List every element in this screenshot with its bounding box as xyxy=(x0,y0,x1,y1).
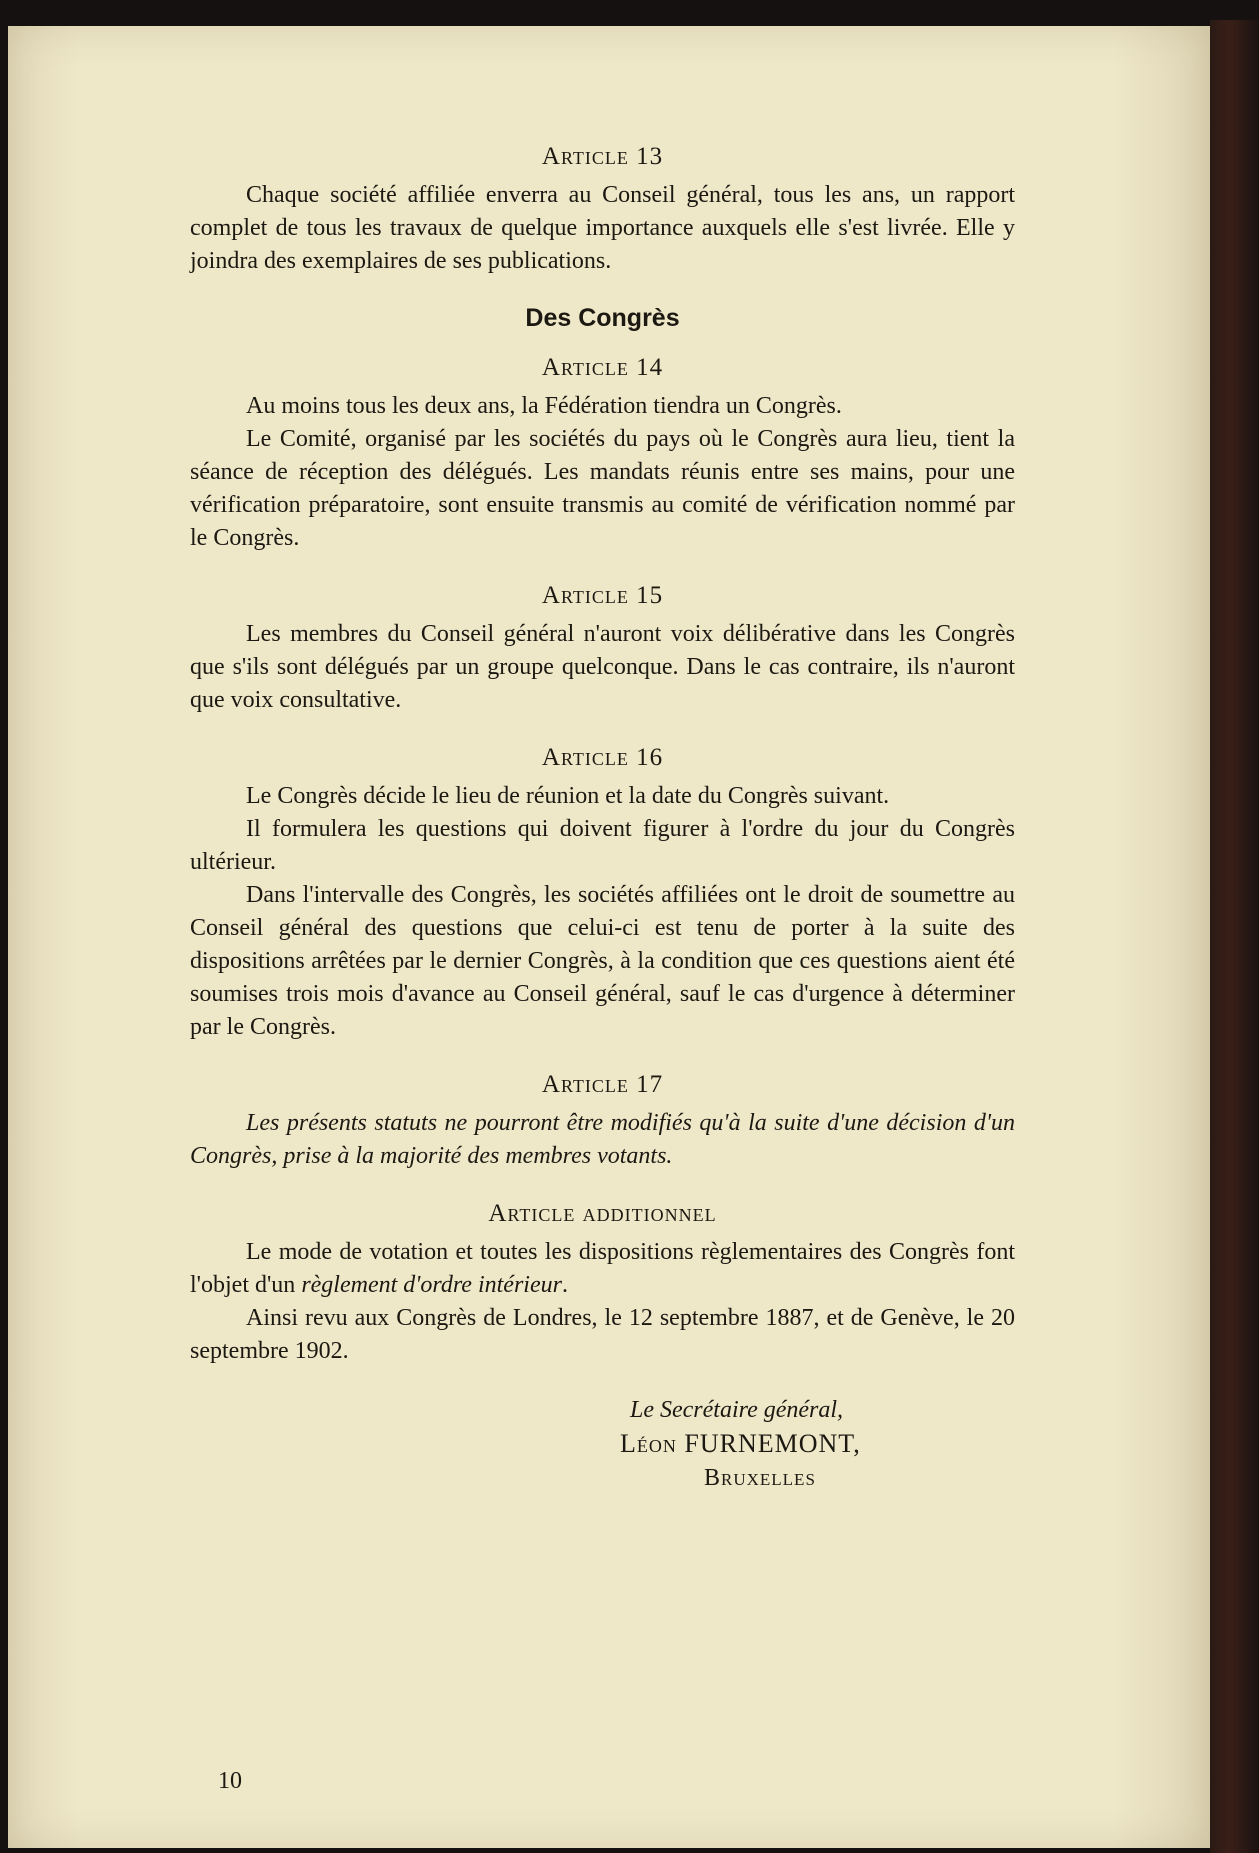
page-number: 10 xyxy=(218,1768,242,1794)
signature-first-name: Léon xyxy=(620,1429,677,1458)
signature-last-name: FURNEMONT, xyxy=(684,1429,861,1458)
article-16-paragraph-3: Dans l'intervalle des Congrès, les sociétés affiliées ont le droit de soumettre au Conseil général des questions que celui-ci est tenu de porter à la suite des dispositions arrêtées par le dernier Congrès, à la condition que ces questions aient été soumises trois mois d'avance au Conseil général, sauf le cas d'urgence à déterminer par le Congrès. xyxy=(190,882,1015,1040)
article-15-text: Les membres du Conseil général n'auront voix délibérative dans les Congrès que s'ils sont délégués par un groupe quelconque. Dans le cas contraire, ils n'auront que voix consultative. xyxy=(190,621,1015,713)
article-14-title: Article 14 xyxy=(541,354,664,381)
article-13-text: Chaque société affiliée enverra au Conseil général, tous les ans, un rapport complet de tous les travaux de quelque importance auxquels elle s'est livrée. Elle y joindra des exemplaires de ses publications. xyxy=(190,182,1015,274)
signature-role: Le Secrétaire général, xyxy=(630,1397,844,1423)
article-15-title: Article 15 xyxy=(541,582,664,609)
signature-city: Bruxelles xyxy=(704,1465,816,1491)
article-14-paragraph-2: Le Comité, organisé par les sociétés du pays où le Congrès aura lieu, tient la séance de réception des délégués. Les mandats réunis entre ses mains, pour une vérification préparatoire, sont ensuite transmis au comité de vérification nommé par le Congrès. xyxy=(190,426,1015,551)
article-additionnel-p1-end: . xyxy=(561,1272,568,1298)
article-13-title: Article 13 xyxy=(541,143,664,170)
article-additionnel-title: Article additionnel xyxy=(488,1200,717,1227)
article-additionnel-paragraph-2: Ainsi revu aux Congrès de Londres, le 12 septembre 1887, et de Genève, le 20 septembre 1902. xyxy=(190,1305,1015,1364)
article-16-paragraph-2: Il formulera les questions qui doivent figurer à l'ordre du jour du Congrès ultérieur. xyxy=(190,816,1015,875)
article-16-title: Article 16 xyxy=(541,744,664,771)
article-additionnel-p1-italic: règlement d'ordre intérieur xyxy=(301,1272,562,1298)
section-title: Des Congrès xyxy=(525,304,680,332)
article-additionnel-paragraph-1 xyxy=(190,1236,1015,1302)
book-spine xyxy=(1210,20,1259,1853)
signature-name xyxy=(190,1427,1015,1460)
page-text xyxy=(190,140,1015,1495)
article-17-title: Article 17 xyxy=(541,1071,664,1098)
article-14-paragraph-1: Au moins tous les deux ans, la Fédération tiendra un Congrès. xyxy=(246,393,842,419)
article-16-paragraph-1: Le Congrès décide le lieu de réunion et la date du Congrès suivant. xyxy=(246,783,890,809)
article-17-text: Les présents statuts ne pourront être modifiés qu'à la suite d'une décision d'un Congrès, prise à la majorité des membres votants. xyxy=(190,1110,1015,1169)
article-additionnel-p1-start: Le mode de votation et toutes les dispositions règlementaires des Congrès font l'objet d'un xyxy=(190,1239,1015,1298)
